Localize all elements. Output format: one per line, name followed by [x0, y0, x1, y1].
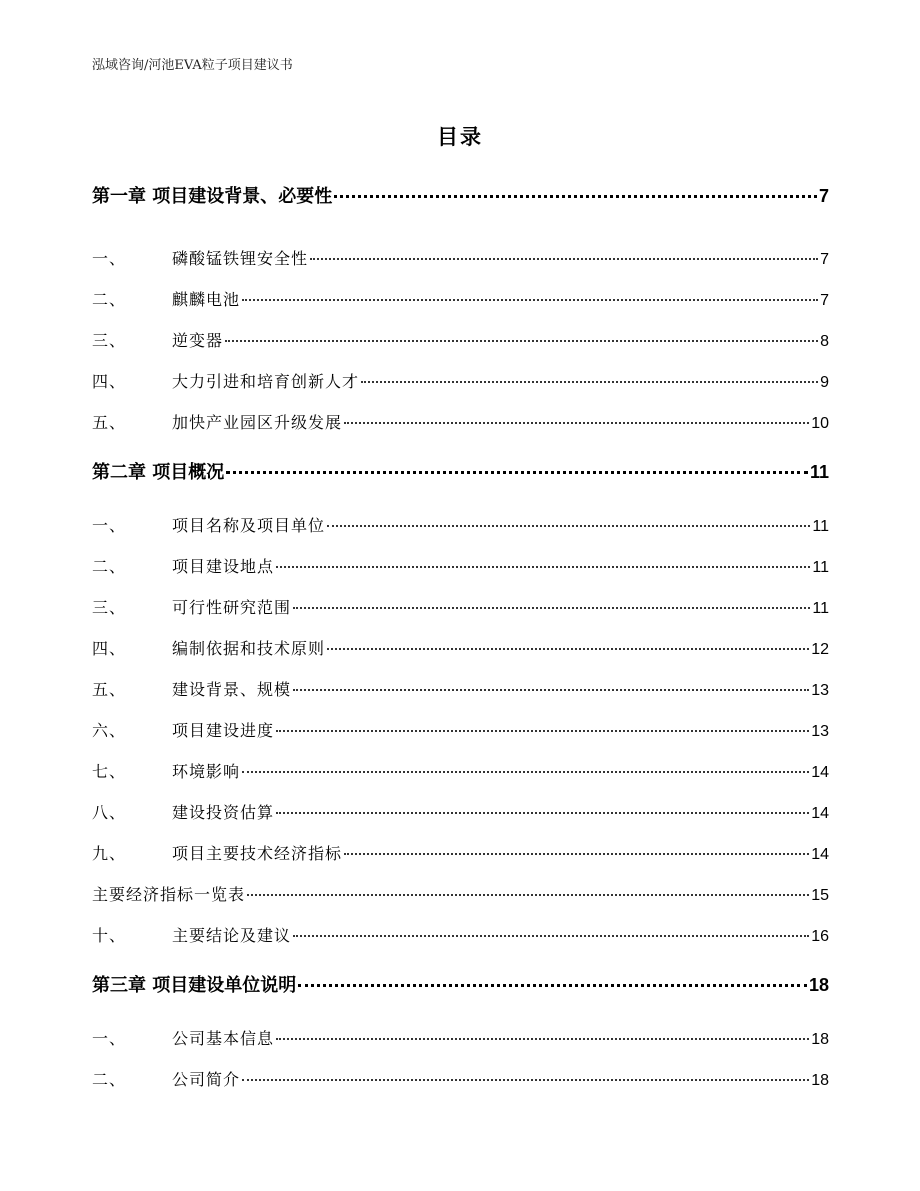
toc-page-number: 11	[812, 600, 829, 617]
toc-chapter-entry[interactable]	[92, 458, 829, 486]
toc-entry-number: 三、	[92, 598, 127, 617]
toc-section-entry[interactable]	[92, 841, 829, 865]
toc-entry-number: 九、	[92, 844, 127, 863]
toc-title: 目录	[437, 125, 483, 149]
toc-section-entry[interactable]	[92, 636, 829, 660]
toc-entry-number: 二、	[92, 290, 127, 309]
toc-dot-leader	[344, 421, 809, 424]
toc-page-number: 9	[820, 374, 829, 391]
toc-entry-label: 主要结论及建议	[172, 926, 292, 945]
toc-entry-label: 磷酸锰铁锂安全性	[172, 249, 309, 268]
toc-dot-leader	[310, 257, 818, 260]
toc-page-number: 14	[811, 805, 829, 822]
toc-entry-label: 环境影响	[172, 762, 241, 781]
toc-entry-number: 二、	[92, 557, 127, 576]
toc-page-number: 13	[811, 682, 829, 699]
toc-dot-leader	[242, 1078, 809, 1081]
toc-entry-label: 逆变器	[172, 331, 224, 350]
toc-entry-label: 麒麟电池	[172, 290, 241, 309]
toc-entry-number: 一、	[92, 249, 127, 268]
toc-entry-label: 第一章 项目建设背景、必要性	[92, 186, 333, 207]
toc-section-entry[interactable]	[92, 923, 829, 947]
toc-page-number: 18	[808, 975, 829, 995]
toc-page-number: 12	[811, 641, 829, 658]
toc-entry-number: 七、	[92, 762, 127, 781]
toc-entry-label: 建设投资估算	[172, 803, 275, 822]
toc-page-number: 11	[809, 462, 829, 482]
toc-entry-label: 第三章 项目建设单位说明	[92, 975, 297, 996]
toc-section-entry[interactable]	[92, 882, 829, 906]
toc-dot-leader	[344, 852, 809, 855]
toc-section-entry[interactable]	[92, 328, 829, 352]
toc-entry-label: 项目建设进度	[172, 721, 275, 740]
toc-page-number: 7	[820, 292, 829, 309]
toc-page-number: 11	[812, 518, 829, 535]
toc-page-number: 14	[811, 764, 829, 781]
toc-entry-number: 二、	[92, 1070, 127, 1089]
toc-dot-leader	[293, 606, 810, 609]
toc-entry-label: 加快产业园区升级发展	[172, 413, 343, 432]
toc-dot-leader	[361, 380, 818, 383]
toc-section-entry[interactable]	[92, 369, 829, 393]
toc-dot-leader	[247, 893, 809, 896]
toc-dot-leader	[225, 339, 818, 342]
toc-entry-number: 十、	[92, 926, 127, 945]
toc-entry-label: 建设背景、规模	[172, 680, 292, 699]
toc-dot-leader	[242, 298, 818, 301]
toc-section-entry[interactable]	[92, 718, 829, 742]
toc-entry-label: 编制依据和技术原则	[172, 639, 326, 658]
toc-entry-label: 项目主要技术经济指标	[172, 844, 343, 863]
toc-dot-leader	[242, 770, 809, 773]
toc-page-number: 8	[820, 333, 829, 350]
toc-page-number: 18	[811, 1072, 829, 1089]
toc-dot-leader	[276, 1037, 809, 1040]
toc-section-entry[interactable]	[92, 677, 829, 701]
page-header: 泓域咨询/河池EVA粒子项目建议书	[92, 58, 293, 73]
toc-dot-leader	[298, 983, 807, 987]
toc-entry-label: 公司基本信息	[172, 1029, 275, 1048]
toc-entry-number: 四、	[92, 372, 127, 391]
toc-section-entry[interactable]	[92, 246, 829, 270]
toc-entry-number: 六、	[92, 721, 127, 740]
toc-entry-number: 五、	[92, 413, 127, 432]
toc-section-entry[interactable]	[92, 287, 829, 311]
toc-page-number: 18	[811, 1031, 829, 1048]
toc-section-entry[interactable]	[92, 1026, 829, 1050]
toc-page-number: 7	[818, 186, 829, 206]
toc-dot-leader	[276, 565, 810, 568]
toc-section-entry[interactable]	[92, 759, 829, 783]
toc-entry-label: 公司简介	[172, 1070, 241, 1089]
toc-chapter-entry[interactable]	[92, 971, 829, 999]
toc-section-entry[interactable]	[92, 513, 829, 537]
toc-dot-leader	[276, 811, 809, 814]
toc-entry-label: 大力引进和培育创新人才	[172, 372, 360, 391]
toc-entry-label: 项目名称及项目单位	[172, 516, 326, 535]
toc-entry-label: 可行性研究范围	[172, 598, 292, 617]
toc-entry-number: 一、	[92, 516, 127, 535]
toc-page-number: 15	[811, 887, 829, 904]
toc-section-entry[interactable]	[92, 1067, 829, 1091]
toc-entry-number: 五、	[92, 680, 127, 699]
toc-entry-number: 四、	[92, 639, 127, 658]
toc-section-entry[interactable]	[92, 800, 829, 824]
toc-entry-number: 八、	[92, 803, 127, 822]
toc-page-number: 11	[812, 559, 829, 576]
toc-page-number: 10	[811, 415, 829, 432]
toc-section-entry[interactable]	[92, 595, 829, 619]
toc-page-number: 7	[820, 251, 829, 268]
toc-dot-leader	[334, 194, 817, 198]
toc-entry-number: 一、	[92, 1029, 127, 1048]
toc-page-number: 13	[811, 723, 829, 740]
toc-entry-label: 项目建设地点	[172, 557, 275, 576]
toc-dot-leader	[293, 688, 809, 691]
toc-chapter-entry[interactable]	[92, 182, 829, 210]
toc-section-entry[interactable]	[92, 410, 829, 434]
toc-page-number: 16	[811, 928, 829, 945]
toc-dot-leader	[226, 470, 808, 474]
toc-section-entry[interactable]	[92, 554, 829, 578]
toc-entry-number: 三、	[92, 331, 127, 350]
toc-page-number: 14	[811, 846, 829, 863]
toc-dot-leader	[293, 934, 809, 937]
toc-entry-label: 主要经济指标一览表	[92, 885, 246, 904]
toc-dot-leader	[327, 524, 810, 527]
toc-dot-leader	[276, 729, 809, 732]
toc-entry-label: 第二章 项目概况	[92, 462, 225, 483]
toc-dot-leader	[327, 647, 809, 650]
